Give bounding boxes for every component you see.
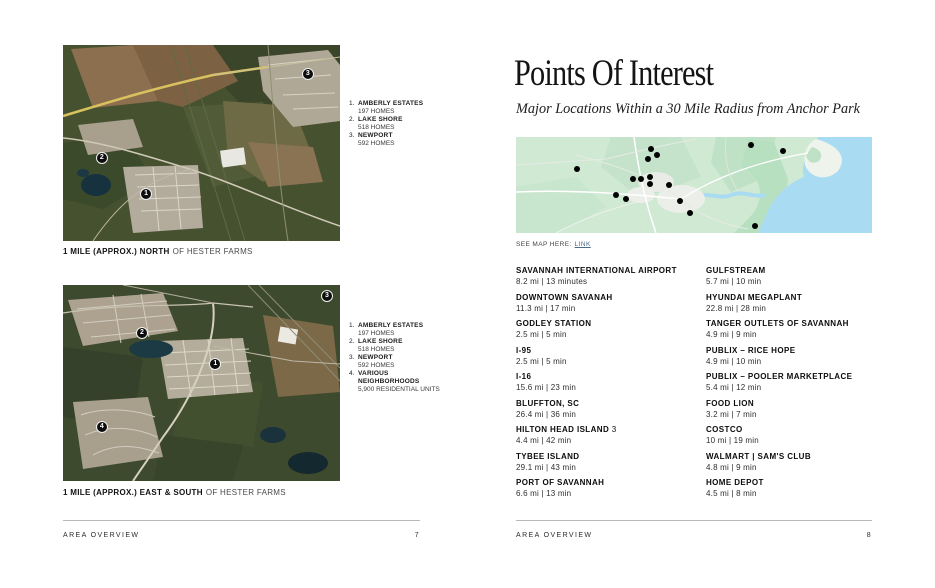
- poi-item: [516, 346, 702, 366]
- poi-name: PUBLIX – POOLER MARKETPLACE: [706, 372, 853, 381]
- caption-bold: 1 MILE (APPROX.) NORTH: [63, 247, 170, 256]
- page-subtitle: Major Locations Within a 30 Mile Radius from Anchor Park: [516, 101, 860, 117]
- legend-number: 3.: [349, 354, 355, 361]
- poi-distance: 2.5 mi | 5 min: [516, 356, 567, 366]
- poi-distance: 5.4 mi | 12 min: [706, 383, 762, 392]
- legend-detail: 5,900 RESIDENTIAL UNITS: [358, 386, 440, 393]
- poi-distance: 4.9 mi | 9 min: [706, 330, 757, 339]
- poi-map-dot: [666, 182, 672, 188]
- poi-map-dot: [647, 174, 653, 180]
- poi-item: [516, 399, 702, 419]
- poi-item: [706, 293, 872, 313]
- poi-name: HYUNDAI MEGAPLANT: [706, 292, 803, 302]
- legend-number: 2.: [349, 116, 355, 123]
- legend-number: 3.: [349, 132, 355, 139]
- poi-map-dot: [752, 223, 758, 229]
- poi-map-dot: [748, 142, 754, 148]
- poi-distance: 6.6 mi | 13 min: [516, 489, 572, 498]
- map-south-caption: [63, 488, 286, 497]
- poi-map-dot: [638, 176, 644, 182]
- poi-name: PORT OF SAVANNAH: [516, 478, 605, 487]
- poi-map-dot: [648, 146, 654, 152]
- legend-name: LAKE SHORE: [358, 338, 403, 345]
- legend-item: [349, 370, 449, 394]
- poi-name: HOME DEPOT: [706, 478, 764, 487]
- poi-item: [706, 478, 872, 498]
- poi-distance: 3.2 mi | 7 min: [706, 409, 757, 419]
- legend-number: 2.: [349, 338, 355, 345]
- legend-number: 4.: [349, 370, 355, 377]
- poi-distance: 4.8 mi | 9 min: [706, 462, 757, 472]
- poi-name: COSTCO: [706, 425, 743, 434]
- poi-name: GODLEY STATION: [516, 319, 592, 328]
- map-link[interactable]: LINK: [574, 241, 591, 248]
- caption-bold: 1 MILE (APPROX.) EAST & SOUTH: [63, 488, 203, 497]
- legend-item: [349, 354, 449, 370]
- poi-item: [706, 425, 872, 445]
- footer-section-label: AREA OVERVIEW: [63, 532, 140, 539]
- legend-detail: 518 HOMES: [358, 124, 395, 131]
- caption-regular: OF HESTER FARMS: [172, 247, 253, 256]
- poi-item: [706, 319, 872, 339]
- poi-map-dot: [647, 181, 653, 187]
- poi-map-dot: [613, 192, 619, 198]
- poi-distance: 10 mi | 19 min: [706, 436, 759, 445]
- poi-distance: 15.6 mi | 23 min: [516, 383, 576, 392]
- page-number: 8: [866, 532, 872, 539]
- map-marker-3: 3: [302, 68, 314, 80]
- poi-distance: 4.5 mi | 8 min: [706, 489, 757, 498]
- poi-map-image: [516, 137, 872, 233]
- satellite-map-south: [63, 285, 340, 481]
- poi-name: SAVANNAH INTERNATIONAL AIRPORT: [516, 266, 677, 275]
- map-marker-3: 3: [321, 290, 333, 302]
- map-marker-2: 2: [136, 327, 148, 339]
- map-south-legend: [349, 322, 449, 394]
- map-marker-4: 4: [96, 421, 108, 433]
- poi-map-dot: [630, 176, 636, 182]
- map-north-legend: [349, 100, 449, 148]
- legend-item: [349, 132, 449, 148]
- legend-detail: 592 HOMES: [358, 362, 395, 369]
- legend-name: LAKE SHORE: [358, 116, 403, 123]
- poi-distance: 2.5 mi | 5 min: [516, 330, 567, 339]
- poi-name: PUBLIX – RICE HOPE: [706, 345, 796, 355]
- poi-radius-map: [516, 137, 872, 233]
- poi-name: TYBEE ISLAND: [516, 451, 580, 461]
- map-marker-2: 2: [96, 152, 108, 164]
- map-marker-1: 1: [209, 358, 221, 370]
- poi-distance: 4.4 mi | 42 min: [516, 436, 572, 445]
- poi-distance: 5.7 mi | 10 min: [706, 277, 762, 286]
- poi-map-dot: [677, 198, 683, 204]
- poi-item: [706, 399, 872, 419]
- poi-distance: 29.1 mi | 43 min: [516, 462, 576, 472]
- page-number: 7: [414, 532, 420, 539]
- poi-item: [706, 452, 872, 472]
- satellite-map-south-image: [63, 285, 340, 481]
- poi-item: [516, 452, 702, 472]
- poi-map-dot: [574, 166, 580, 172]
- legend-name: NEWPORT: [358, 354, 393, 361]
- legend-item: [349, 338, 449, 354]
- poi-name: I-16: [516, 372, 532, 381]
- legend-number: 1.: [349, 322, 355, 329]
- poi-name: TANGER OUTLETS OF SAVANNAH: [706, 319, 849, 328]
- poi-name: WALMART | SAM'S CLUB: [706, 451, 812, 461]
- poi-item: [516, 266, 702, 286]
- poi-item: [516, 478, 702, 498]
- poi-name: BLUFFTON, SC: [516, 398, 580, 408]
- right-page-footer: [516, 520, 872, 539]
- satellite-map-north: [63, 45, 340, 241]
- poi-list-column-2: [706, 266, 872, 505]
- poi-item: [706, 346, 872, 366]
- legend-name: AMBERLY ESTATES: [358, 100, 424, 107]
- legend-detail: 592 HOMES: [358, 140, 395, 147]
- see-map-label: SEE MAP HERE:: [516, 241, 572, 248]
- poi-name: HILTON HEAD ISLAND 3: [516, 425, 617, 434]
- poi-name: GULFSTREAM: [706, 266, 766, 275]
- poi-name: DOWNTOWN SAVANAH: [516, 292, 613, 302]
- legend-item: [349, 322, 449, 338]
- legend-name: VARIOUS NEIGHBORHOODS: [358, 370, 420, 385]
- poi-list-column-1: [516, 266, 702, 505]
- poi-map-dot: [654, 152, 660, 158]
- poi-item: [516, 319, 702, 339]
- poi-name: I-95: [516, 345, 532, 355]
- poi-map-dot: [645, 156, 651, 162]
- map-north-caption: [63, 247, 253, 256]
- legend-detail: 197 HOMES: [358, 108, 395, 115]
- see-map-note: [516, 241, 591, 248]
- page-title: Points Of Interest: [514, 53, 714, 94]
- footer-section-label: AREA OVERVIEW: [516, 532, 593, 539]
- legend-detail: 518 HOMES: [358, 346, 395, 353]
- poi-map-dot: [687, 210, 693, 216]
- poi-distance: 22.8 mi | 28 min: [706, 303, 766, 313]
- poi-map-dot: [623, 196, 629, 202]
- map-marker-1: 1: [140, 188, 152, 200]
- poi-name: FOOD LION: [706, 398, 755, 408]
- poi-distance: 11.3 mi | 17 min: [516, 303, 576, 313]
- caption-regular: OF HESTER FARMS: [205, 488, 286, 497]
- legend-item: [349, 100, 449, 116]
- left-page-footer: [63, 520, 420, 539]
- poi-item: [706, 372, 872, 392]
- legend-item: [349, 116, 449, 132]
- satellite-map-north-image: [63, 45, 340, 241]
- poi-distance: 8.2 mi | 13 minutes: [516, 277, 588, 286]
- poi-item: [706, 266, 872, 286]
- poi-item: [516, 293, 702, 313]
- legend-name: NEWPORT: [358, 132, 393, 139]
- poi-map-dot: [780, 148, 786, 154]
- poi-item: [516, 425, 702, 445]
- poi-item: [516, 372, 702, 392]
- poi-distance: 4.9 mi | 10 min: [706, 356, 762, 366]
- poi-distance: 26.4 mi | 36 min: [516, 409, 576, 419]
- legend-detail: 197 HOMES: [358, 330, 395, 337]
- legend-name: AMBERLY ESTATES: [358, 322, 424, 329]
- legend-number: 1.: [349, 100, 355, 107]
